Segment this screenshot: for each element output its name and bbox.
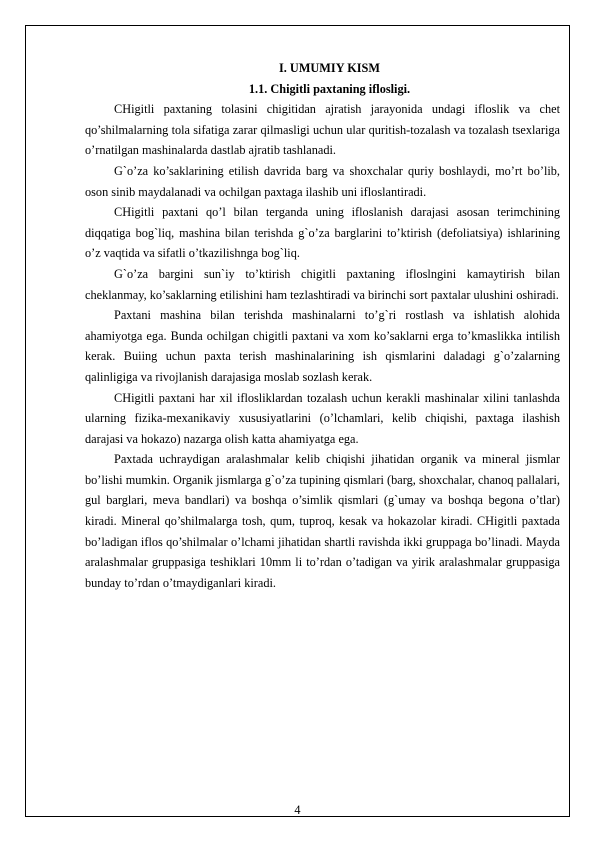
paragraph-6: CHigitli paxtani har xil iflosliklardan tozalash uchun kerakli mashinalar xilini tanlashda ularning fizika-mexanikaviy xususiyatlarini (o’lchamlari, kelib chiqishi, paxtaga ilashish darajasi va hokazo) nazarga olish katta ahamiyatga ega. xyxy=(85,390,560,446)
section-heading: I. UMUMIY KISM xyxy=(279,61,380,75)
paragraph-7: Paxtada uchraydigan aralashmalar kelib chiqishi jihatidan organik va mineral jismlar bo’lishi mumkin. Organik jismlarga g`o’za tupining qismlari (barg, shoxchalar, chanoq pallalari, gul barglari, meva bandlari) va boshqa o’simlik qismlari (g`umay va boshqa begona o’tlar) kiradi. Mineral qo’shilmalarga tosh, qum, tuproq, kesak va hokazolar kiradi. CHigitli paxtada bo’ladigan iflos qo’shilmalar o’lchami jihatidan shartli ravishda ikki gruppaga bo’linadi. Mayda aralashmalar gruppasiga teshiklari 10mm li to’rdan o’tadigan va yirik aralashmalar gruppasiga bunday to’rdan o’tmaydiganlari kiradi. xyxy=(85,452,560,590)
paragraph-5: Paxtani mashina bilan terishda mashinalarni to’g`ri rostlash va ishlatish alohida ahamiyotga ega. Bunda ochilgan chigitli paxtani va xom ko’saklarni erga to’kmaslikka intilish kerak. Buiing uchun paxta terish mashinalarining ish qismlarini daladagi g`o’zalarning qalinligiga va rivojlanish darajasiga moslab sozlash kerak. xyxy=(85,308,560,384)
paragraph-2: G`o’za ko’saklarining etilish davrida barg va shoxchalar quriy boshlaydi, mo’rt bo’lib, oson sinib maydalanadi va ochilgan paxtaga ilashib uni ifloslantiradi. xyxy=(85,163,560,199)
paragraph-4: G`o’za bargini sun`iy to’ktirish chigitli paxtaning ifloslngini kamaytirish bilan cheklanmay, ko’saklarning etilishini ham tezlashtiradi va birinchi sort paxtalar ulushini oshiradi. xyxy=(85,266,560,302)
paragraph-3: CHigitli paxtani qo’l bilan terganda uning ifloslanish darajasi asosan terimchining diqqatiga bog`liq, mashina bilan terishda g`o’za barglarini to’ktirish (defoliatsiya) ishlarining o’z vaqtida va sifatli o’tkazilishnga bog`liq. xyxy=(85,205,560,261)
page-number: 4 xyxy=(294,803,301,817)
paragraph-1: CHigitli paxtaning tolasini chigitidan ajratish jarayonida undagi ifloslik va chet qo’shilmalarning tola sifatiga zarar qilmasligi uchun ular quritish-tozalash va tozalash tsexlariga o’rnatilgan mashinalarda dastlab ajratib tashlanadi. xyxy=(85,102,560,158)
document-body xyxy=(85,58,560,593)
subsection-heading: 1.1. Chigitli paxtaning iflosligi. xyxy=(248,81,411,96)
